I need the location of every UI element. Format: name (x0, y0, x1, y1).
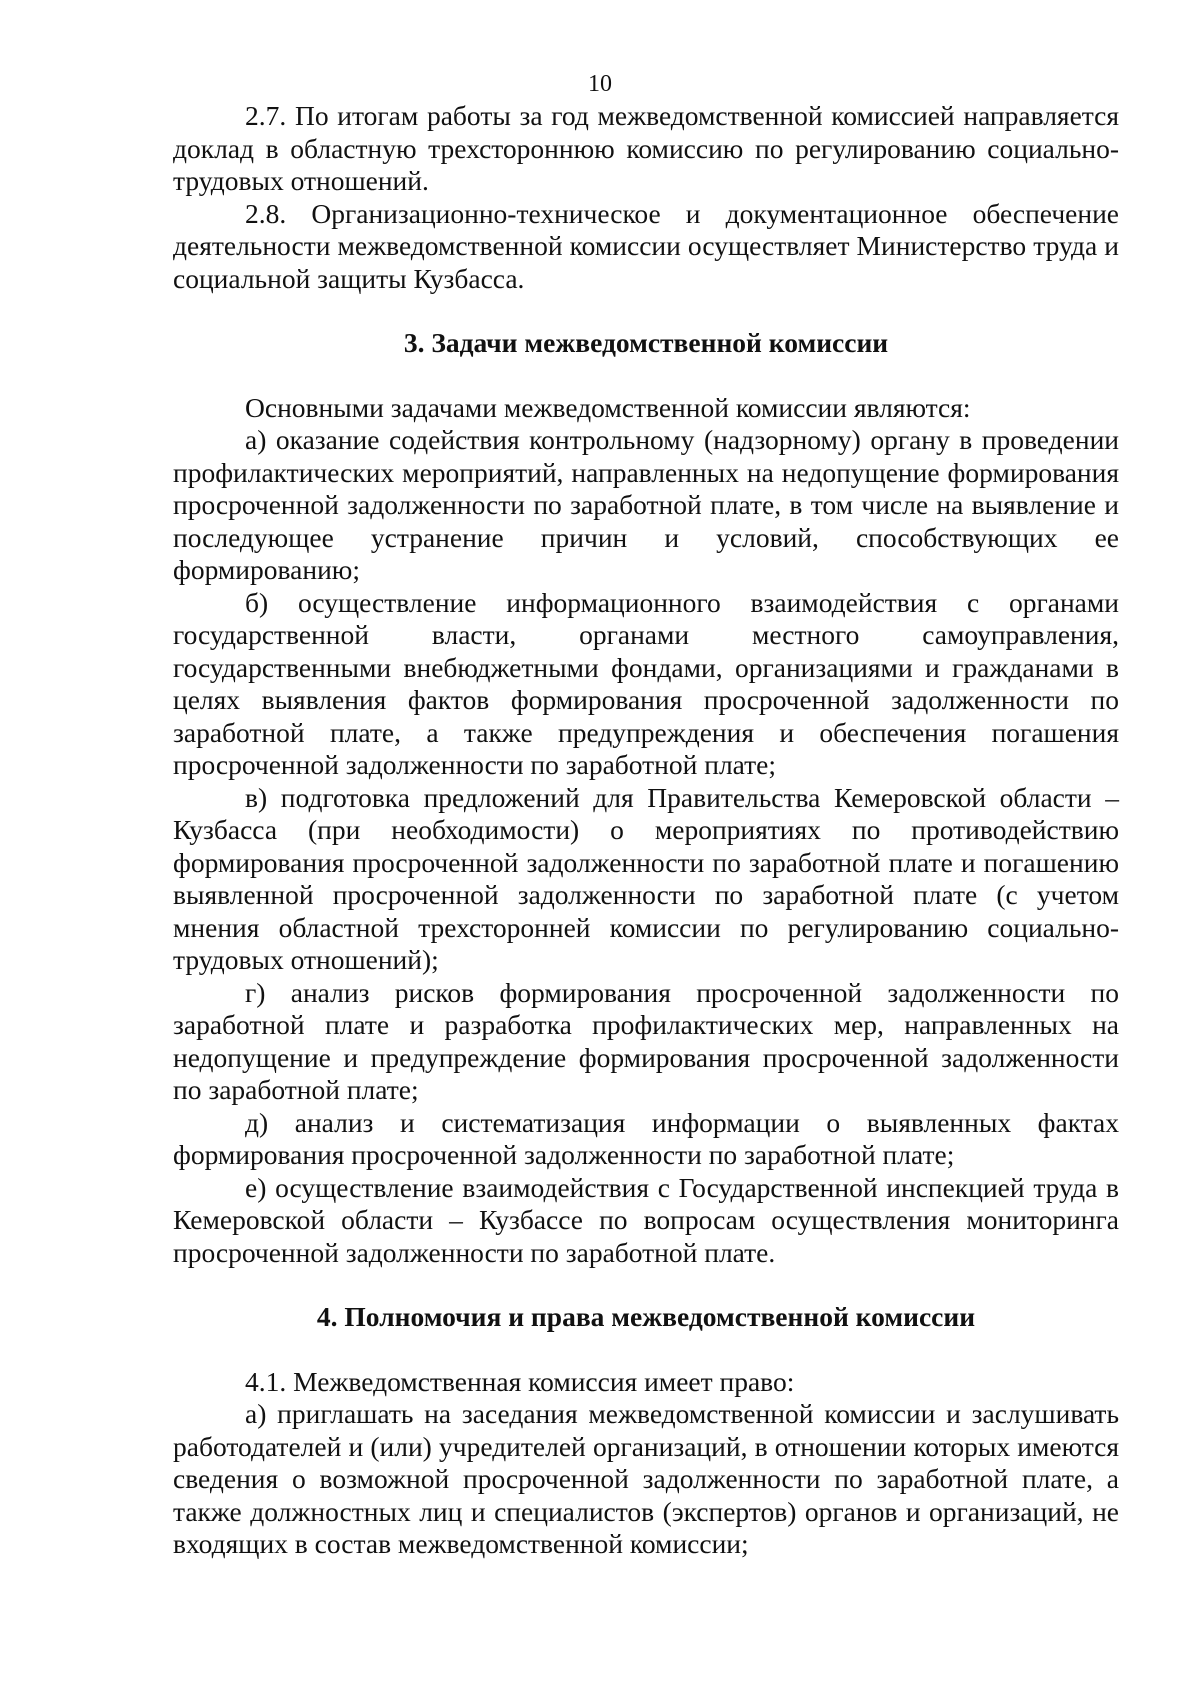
section-3-item-a: а) оказание содействия контрольному (надзорному) органу в проведении профилактических мероприятий, направленных на недопущение формирования просроченной задолженности по заработной плате, в том числе на выявление и последующее устранение причин и условий, способствующих ее формированию; (173, 424, 1119, 585)
section-3-item-e: е) осуществление взаимодействия с Государственной инспекцией труда в Кемеровской области – Кузбассе по вопросам осуществления мониторинга просроченной задолженности по заработной плате. (173, 1171, 1119, 1268)
section-3-item-v: в) подготовка предложений для Правительства Кемеровской области – Кузбасса (при необходимости) о мероприятиях по противодействию формирования просроченной задолженности по заработной плате и погашению выявленной просроченной задолженности по заработной плате (с учетом мнения областной трехсторонней комиссии по регулированию социально-трудовых отношений); (173, 781, 1119, 975)
document-body (173, 100, 1119, 1561)
section-3-item-g: г) анализ рисков формирования просроченной задолженности по заработной плате и разработка профилактических мер, направленных на недопущение и предупреждение формирования просроченной задолженности по заработной плате; (173, 976, 1119, 1105)
section-3-intro: Основными задачами межведомственной комиссии являются: (245, 391, 971, 423)
page-number: 10 (588, 71, 612, 97)
section-4-item-a: а) приглашать на заседания межведомственной комиссии и заслушивать работодателей и (или) учредителей организаций, в отношении которых имеются сведения о возможной просроченной задолженности по заработной плате, а также должностных лиц и специалистов (экспертов) органов и организаций, не входящих в состав межведомственной комиссии; (173, 1398, 1119, 1559)
section-4-intro: 4.1. Межведомственная комиссия имеет право: (245, 1365, 795, 1397)
section-4-heading: 4. Полномочия и права межведомственной комиссии (316, 1301, 976, 1332)
paragraph-2-8: 2.8. Организационно-техническое и документационное обеспечение деятельности межведомственной комиссии осуществляет Министерство труда и социальной защиты Кузбасса. (173, 197, 1119, 294)
paragraph-2-7: 2.7. По итогам работы за год межведомственной комиссией направляется доклад в областную трехстороннюю комиссию по регулированию социально-трудовых отношений. (173, 100, 1119, 196)
section-3-item-b: б) осуществление информационного взаимодействия с органами государственной власти, органами местного самоуправления, государственными внебюджетными фондами, организациями и гражданами в целях выявления фактов формирования просроченной задолженности по заработной плате, а также предупреждения и обеспечения погашения просроченной задолженности по заработной плате; (173, 586, 1119, 780)
section-3-item-d: д) анализ и систематизация информации о выявленных фактах формирования просроченной задолженности по заработной плате; (173, 1106, 1119, 1170)
section-3-heading: 3. Задачи межведомственной комиссии (403, 327, 889, 358)
